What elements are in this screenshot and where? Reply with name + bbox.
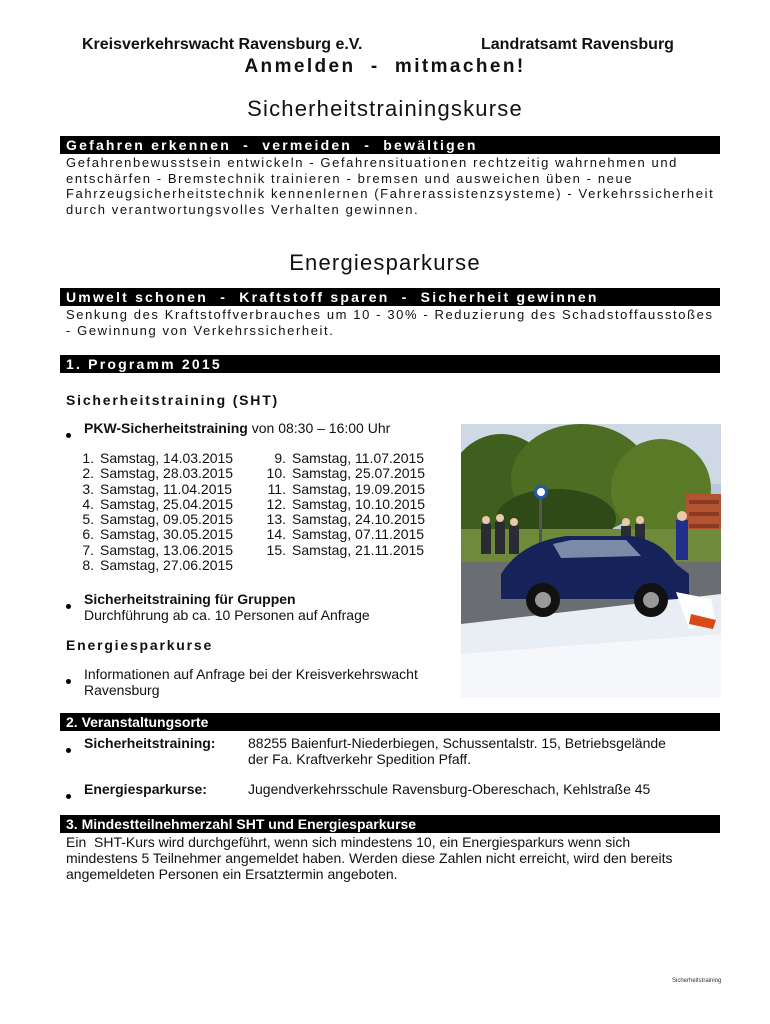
venues-bar: 2. Veranstaltungsorte [60, 713, 720, 731]
bullet-dot [66, 786, 71, 804]
venue-sht-address-line1: 88255 Baienfurt-Niederbiegen, Schussentalstr. 15, Betriebsgelände [248, 735, 666, 751]
date-item [262, 543, 425, 558]
training-car-photo [461, 424, 721, 698]
date-item [72, 512, 233, 527]
date-number: 5. [82, 511, 94, 528]
date-item [262, 512, 425, 527]
program-bar: 1. Programm 2015 [60, 355, 720, 373]
groups-description: Durchführung ab ca. 10 Personen auf Anfrage [84, 607, 370, 623]
date-text: Samstag, 25.04.2015 [100, 495, 234, 512]
date-item [262, 482, 425, 497]
sht-heading: Sicherheitstraining (SHT) [66, 392, 280, 408]
date-number: 12. [266, 495, 286, 512]
date-number: 7. [82, 541, 94, 558]
date-text: Samstag, 11.04.2015 [100, 480, 233, 497]
energy-title: Energiesparkurse [289, 250, 481, 275]
date-text: Samstag, 07.11.2015 [292, 526, 425, 543]
sht-bar: Gefahren erkennen - vermeiden - bewältigen [60, 136, 720, 154]
date-text: Samstag, 19.09.2015 [292, 480, 426, 497]
energy-subheading: Energiesparkurse [66, 637, 214, 653]
date-text: Samstag, 14.03.2015 [100, 450, 234, 466]
bullet-icon [66, 433, 71, 438]
date-number: 8. [82, 557, 94, 574]
date-number: 3. [82, 480, 94, 497]
date-text: Samstag, 27.06.2015 [100, 557, 234, 574]
date-number: 15. [266, 541, 286, 558]
bullet-dot [66, 671, 71, 689]
date-number: 14. [266, 526, 286, 543]
venue-sht-address-line2: der Fa. Kraftverkehr Spedition Pfaff. [248, 751, 472, 767]
bullet-icon [66, 604, 71, 609]
date-number: 10. [266, 465, 286, 482]
date-text: Samstag, 28.03.2015 [100, 465, 234, 482]
date-number: 1. [82, 450, 94, 466]
minimum-bar: 3. Mindestteilnehmerzahl SHT und Energiesparkurse [60, 815, 720, 833]
energy-info-line1: Informationen auf Anfrage bei der Kreisverkehrswacht [84, 666, 418, 682]
date-number: 4. [82, 495, 94, 512]
sht-description: Gefahrenbewusstsein entwickeln - Gefahrensituationen rechtzeitig wahrnehmen und entschärfen - Bremstechnik trainieren - bremsen und ausweichen üben - neue Fahrzeugsicherheitstechnik kennenlernen (Fahrerassistenzsysteme) - Verkehrssicherheit durch verantwortungsvolles Verhalten gewinnen. [66, 155, 715, 217]
header-org-right: Landratsamt Ravensburg [481, 36, 674, 53]
bullet-dot [66, 740, 71, 758]
header-org-left: Kreisverkehrswacht Ravensburg e.V. [82, 36, 363, 53]
pkw-training-label: PKW-Sicherheitstraining [84, 420, 248, 436]
bullet-icon [66, 748, 71, 753]
photo-illustration [461, 424, 721, 698]
slogan: Anmelden - mitmachen! [244, 56, 526, 77]
dates-list-left [72, 451, 233, 573]
date-number: 13. [266, 511, 286, 528]
venue-energy-address: Jugendverkehrsschule Ravensburg-Obereschach, Kehlstraße 45 [248, 781, 651, 797]
minimum-line3: angemeldeten Personen ein Ersatztermin angeboten. [66, 866, 398, 882]
date-item [72, 543, 233, 558]
footer-tag: Sicherheitstraining [672, 978, 722, 984]
date-item [72, 451, 233, 466]
date-text: Samstag, 21.11.2015 [292, 541, 425, 558]
date-text: Samstag, 10.10.2015 [292, 495, 426, 512]
sht-title: Sicherheitstrainingskurse [247, 96, 523, 121]
date-item [72, 466, 233, 481]
date-number: 9. [274, 450, 286, 466]
date-item [72, 527, 233, 542]
energy-info-line2: Ravensburg [84, 682, 160, 698]
venue-sht-label: Sicherheitstraining: [84, 735, 216, 751]
date-item [262, 451, 425, 466]
pkw-training-line [84, 420, 390, 436]
date-text: Samstag, 25.07.2015 [292, 465, 426, 482]
bullet-icon [66, 679, 71, 684]
date-item [72, 482, 233, 497]
date-text: Samstag, 11.07.2015 [292, 450, 425, 466]
date-text: Samstag, 09.05.2015 [100, 511, 234, 528]
date-text: Samstag, 24.10.2015 [292, 511, 426, 528]
date-text: Samstag, 30.05.2015 [100, 526, 234, 543]
date-number: 11. [267, 480, 286, 497]
date-item [262, 466, 425, 481]
bullet-icon [66, 794, 71, 799]
energy-description: Senkung des Kraftstoffverbrauches um 10 - 30% - Reduzierung des Schadstoffausstoßes - Gewinnung von Verkehrssicherheit. [66, 307, 714, 338]
energy-bar: Umwelt schonen - Kraftstoff sparen - Sicherheit gewinnen [60, 288, 720, 306]
date-item [262, 497, 425, 512]
dates-list-right [262, 451, 425, 558]
date-text: Samstag, 13.06.2015 [100, 541, 234, 558]
date-item [72, 558, 233, 573]
minimum-line1: Ein SHT-Kurs wird durchgeführt, wenn sich mindestens 10, ein Energiesparkurs wenn sich [66, 834, 631, 850]
bullet-dot [66, 425, 71, 443]
date-number: 6. [82, 526, 94, 543]
venue-energy-label: Energiesparkurse: [84, 781, 207, 797]
date-number: 2. [82, 465, 94, 482]
date-item [262, 527, 425, 542]
groups-heading: Sicherheitstraining für Gruppen [84, 591, 296, 607]
minimum-line2: mindestens 5 Teilnehmer angemeldet haben. Werden diese Zahlen nicht erreicht, wird den bereits [66, 850, 673, 866]
pkw-training-time: von 08:30 – 16:00 Uhr [247, 420, 391, 436]
date-item [72, 497, 233, 512]
bullet-dot [66, 596, 71, 614]
